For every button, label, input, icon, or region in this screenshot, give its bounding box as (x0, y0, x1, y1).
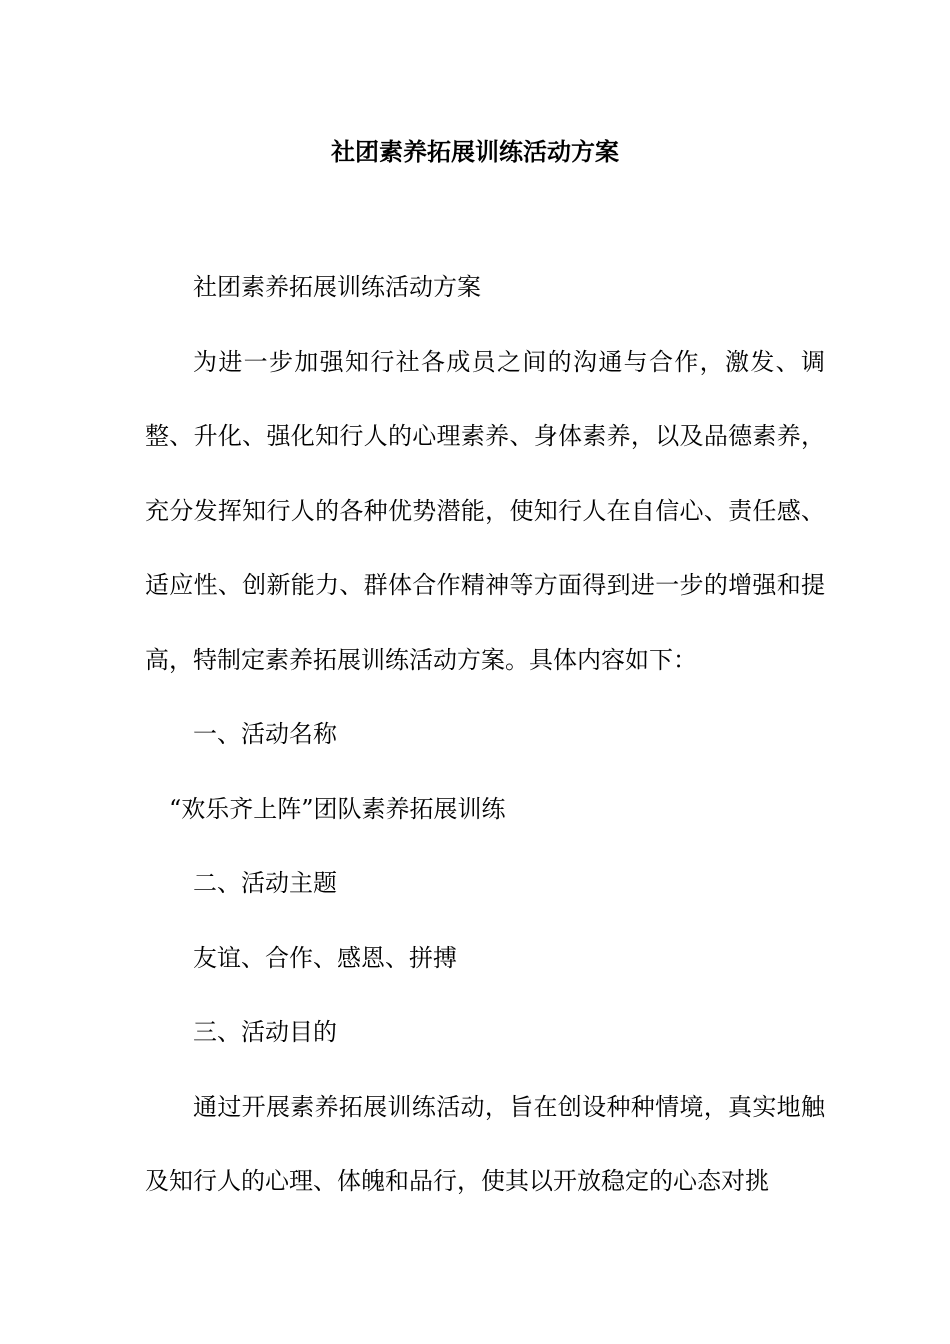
paragraph-activity-theme: 友谊、合作、感恩、拼搏 (193, 943, 457, 972)
document-title: 社团素养拓展训练活动方案 (331, 137, 619, 166)
paragraph-activity-purpose: 通过开展素养拓展训练活动，旨在创设种种情境，真实地触及知行人的心理、体魄和品行，使其以开放稳定的心态对挑 (145, 1092, 825, 1195)
paragraph-activity-name: “欢乐齐上阵”团队素养拓展训练 (169, 794, 506, 823)
paragraph-intro: 为进一步加强知行社各成员之间的沟通与合作，激发、调整、升化、强化知行人的心理素养、身体素养，以及品德素养，充分发挥知行人的各种优势潜能，使知行人在自信心、责任感、适应性、创新能力、群体合作精神等方面得到进一步的增强和提高，特制定素养拓展训练活动方案。具体内容如下： (145, 347, 825, 674)
section-heading-activity-theme: 二、活动主题 (193, 869, 337, 897)
section-heading-activity-name: 一、活动名称 (193, 720, 337, 748)
document-body (145, 250, 825, 1219)
section-heading-activity-purpose: 三、活动目的 (193, 1018, 337, 1046)
paragraph-subtitle: 社团素养拓展训练活动方案 (193, 273, 481, 301)
